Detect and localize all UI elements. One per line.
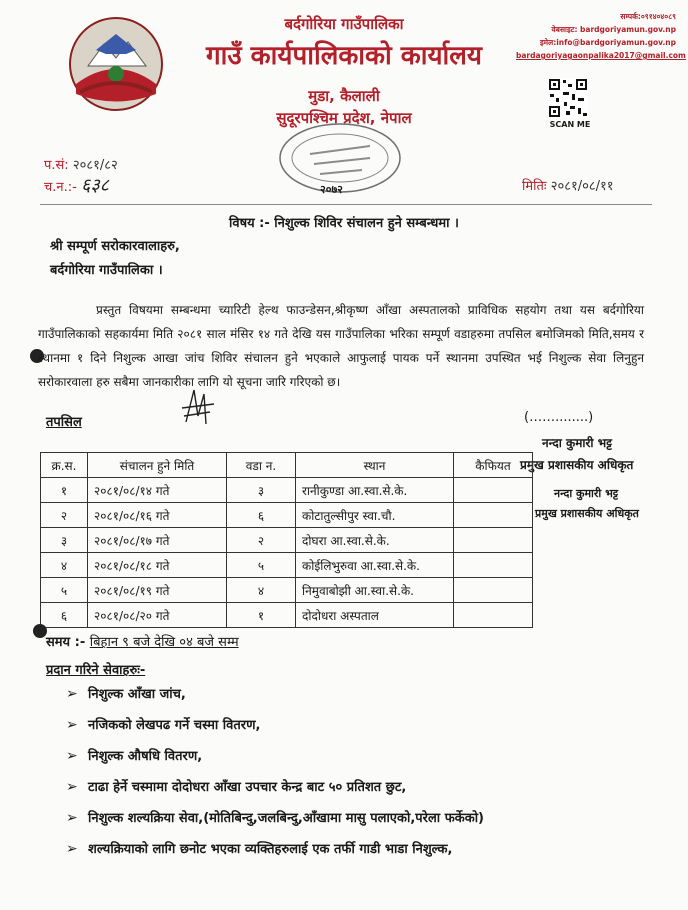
header-divider [40, 204, 652, 205]
letter-date [522, 176, 614, 194]
service-text: नजिकको लेखपढ गर्ने चस्मा वितरण, [88, 718, 261, 733]
cell-sn: ५ [41, 578, 88, 603]
contact-block [516, 10, 686, 62]
cell-sn: २ [41, 503, 88, 528]
cell-remarks [454, 528, 533, 553]
services-list [66, 682, 484, 868]
tapsil-heading: तपसिल [46, 415, 82, 430]
service-text: निशुल्क आँखा जांच, [88, 687, 186, 702]
cell-sn: ३ [41, 528, 88, 553]
cell-ward: ४ [227, 578, 296, 603]
table-row [41, 603, 533, 628]
time-value: बिहान ९ बजे देखि ०४ बजे सम्म [89, 635, 239, 650]
subject-line: विषय :- निशुल्क शिविर संचालन हुने सम्बन्धमा । [229, 216, 459, 231]
contact-gmail: bardagoriyagaonpalika2017@gmail.com [516, 51, 686, 60]
qr-scan-label: SCAN ME [549, 120, 591, 129]
cell-ward: २ [227, 528, 296, 553]
signatory-title: प्रमुख प्रशासकीय अधिकृत [520, 458, 634, 472]
cell-sn: ६ [41, 603, 88, 628]
header-remarks: कैफियत [454, 453, 533, 478]
cell-place: दोदोधरा अस्पताल [296, 603, 454, 628]
patra-value: २०८१/८२ [72, 158, 118, 173]
name-seal: नन्दा कुमारी भट्ट [554, 487, 619, 500]
location-province: सुदूरपश्चिम प्रदेश, नेपाल [276, 109, 412, 127]
handwritten-signature [180, 386, 216, 430]
office-title: गाउँ कार्यपालिकाको कार्यालय [206, 41, 482, 71]
cell-date: २०८१/०८/१४ गते [88, 478, 227, 503]
service-text: निशुल्क शल्यक्रिया सेवा,(मोतिबिन्दु,जलबिन्दु,आँखामा मासु पलाएको,परेला फर्केको) [88, 811, 484, 826]
header-place: स्थान [296, 453, 454, 478]
cell-ward: ६ [227, 503, 296, 528]
table-row [41, 503, 533, 528]
cell-date: २०८१/०८/१६ गते [88, 503, 227, 528]
date-label: मितिः [522, 179, 547, 194]
service-text: टाढा हेर्ने चस्मामा दोदोधरा आँखा उपचार केन्द्र बाट ५० प्रतिशत छुट, [88, 780, 407, 795]
cell-sn: ४ [41, 553, 88, 578]
signature-line: (……........) [524, 410, 594, 425]
cell-place: रानीकुण्डा आ.स्वा.से.के. [296, 478, 454, 503]
addressee-line-1: श्री सम्पूर्ण सरोकारवालाहरु, [50, 239, 180, 254]
cell-remarks [454, 553, 533, 578]
arrow-bullet-icon: ➢ [66, 717, 78, 733]
arrow-bullet-icon: ➢ [66, 686, 78, 702]
list-item [66, 837, 484, 868]
location-district: मुडा, कैलाली [308, 87, 380, 105]
list-item [66, 713, 484, 744]
contact-email: इमेल:info@bardgoriyamun.gov.np [539, 38, 676, 47]
cell-place: कोटातुल्सीपुर स्वा.चौ. [296, 503, 454, 528]
addressee-line-2: बर्दगोरिया गाउँपालिका । [50, 263, 163, 278]
cell-place: दोघरा आ.स्वा.से.के. [296, 528, 454, 553]
cell-date: २०८१/०८/१७ गते [88, 528, 227, 553]
header-date: संचालन हुने मिति [88, 453, 227, 478]
cell-remarks [454, 478, 533, 503]
table-row [41, 528, 533, 553]
cell-ward: ५ [227, 553, 296, 578]
service-text: निशुल्क औषधि वितरण, [88, 749, 203, 764]
list-item [66, 806, 484, 837]
contact-phone: सम्पर्क:०९१४०४०८९ [620, 12, 676, 21]
list-item [66, 682, 484, 713]
table-header-row [41, 453, 533, 478]
arrow-bullet-icon: ➢ [66, 841, 78, 857]
schedule-table [40, 452, 533, 628]
chalani-label: च.न.:- [44, 180, 77, 195]
cell-date: २०८१/०८/२० गते [88, 603, 227, 628]
org-name: बर्दगोरिया गाउँपालिका [284, 15, 404, 33]
list-item [66, 744, 484, 775]
cell-place: निमुवाबोझी आ.स्वा.से.के. [296, 578, 454, 603]
punch-hole [33, 624, 47, 638]
arrow-bullet-icon: ➢ [66, 810, 78, 826]
stamp-year: २०७२ [320, 183, 343, 196]
list-item [66, 775, 484, 806]
cell-sn: १ [41, 478, 88, 503]
cell-ward: ३ [227, 478, 296, 503]
header-ward: वडा न. [227, 453, 296, 478]
time-label: समय :- [46, 635, 86, 650]
arrow-bullet-icon: ➢ [66, 779, 78, 795]
header-sn: क्र.स. [41, 453, 88, 478]
chalani-value: ६३८ [80, 175, 110, 196]
cell-ward: १ [227, 603, 296, 628]
contact-website: वेबसाइट: bardgoriyamun.gov.np [551, 25, 676, 34]
cell-date: २०८१/०८/१८ गते [88, 553, 227, 578]
cell-date: २०८१/०८/१९ गते [88, 578, 227, 603]
table-row [41, 553, 533, 578]
camp-time [46, 632, 239, 650]
cell-remarks [454, 578, 533, 603]
cell-remarks [454, 503, 533, 528]
arrow-bullet-icon: ➢ [66, 748, 78, 764]
reference-block [44, 156, 118, 198]
signatory-name: नन्दा कुमारी भट्ट [542, 436, 613, 450]
title-seal: प्रमुख प्रशासकीय अधिकृत [535, 507, 639, 520]
cell-place: कोईलिभुरुवा आ.स्वा.से.के. [296, 553, 454, 578]
date-value: २०८१/०८/११ [550, 179, 614, 194]
table-row [41, 578, 533, 603]
patra-label: प.सं: [44, 158, 69, 173]
cell-remarks [454, 603, 533, 628]
table-row [41, 478, 533, 503]
services-heading: प्रदान गरिने सेवाहरुः- [46, 663, 146, 678]
body-paragraph: प्रस्तुत विषयमा सम्बन्धमा च्यारिटी हेल्थ फाउन्डेसन,श्रीकृष्ण आँखा अस्पतालको प्राविधिक सहयोग तथा यस बर्दगोरिया गाउँपालिकाको सहकार्यमा मिति २०८१ साल मंसिर १४ गते देखि यस गाउँपालिका भरिका सम्पूर्ण वडाहरुमा तपसिल बमोजिमको मिति,समय र स्थानमा १ दिने निशुल्क आखा जांच शिविर संचालन हुने भएकाले आफुलाई पायक पर्ने स्थानमा उपस्थित भई निशुल्क सेवा लिनुहुन सरोकारवाला हरु सबैमा जानकारीका लागि यो सूचना जारि गरिएको छ। [38, 303, 644, 389]
qr-code-icon [548, 78, 588, 118]
service-text: शल्यक्रियाको लागि छनोट भएका व्यक्तिहरुलाई एक तर्फी गाडी भाडा निशुल्क, [88, 842, 453, 857]
